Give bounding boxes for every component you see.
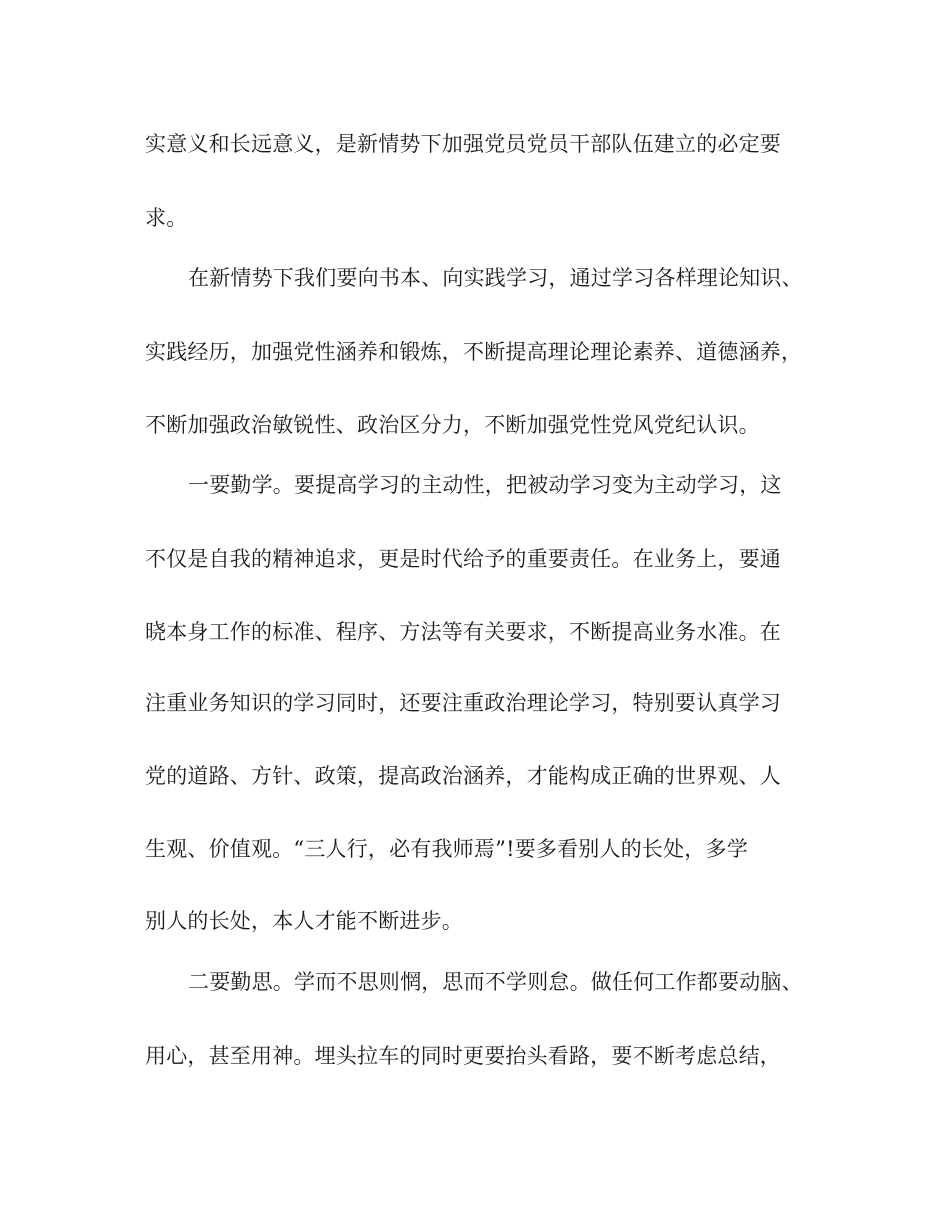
text-line: 实意义和长远意义，是新情势下加强党员党员干部队伍建立的必定要	[145, 132, 781, 156]
paragraph-start-line: 在新情势下我们要向书本、向实践学习，通过学习各样理论知识、	[188, 266, 803, 290]
text-line: 用心，甚至用神。埋头拉车的同时更要抬头看路，要不断考虑总结，	[145, 1044, 781, 1068]
text-line: 实践经历，加强党性涵养和锻炼，不断提高理论理论素养、道德涵养，	[145, 340, 803, 364]
text-line: 晓本身工作的标准、程序、方法等有关要求，不断提高业务水准。在	[145, 620, 781, 644]
text-line: 党的道路、方针、政策，提高政治涵养，才能构成正确的世界观、人	[145, 764, 781, 788]
text-line: 别人的长处，本人才能不断进步。	[145, 909, 463, 933]
paragraph-start-line: 二要勤思。学而不思则惘，思而不学则怠。做任何工作都要动脑、	[188, 970, 803, 994]
text-line: 不仅是自我的精神追求，更是时代给予的重要责任。在业务上，要通	[145, 547, 781, 571]
text-line: 生观、价值观。“三人行，必有我师焉”!要多看别人的长处，多学	[145, 837, 748, 861]
text-line: 不断加强政治敏锐性、政治区分力，不断加强党性党风党纪认识。	[145, 413, 760, 437]
text-line: 注重业务知识的学习同时，还要注重政治理论学习，特别要认真学习	[145, 691, 781, 715]
paragraph-start-line: 一要勤学。要提高学习的主动性，把被动学习变为主动学习，这	[188, 473, 782, 497]
text-line: 求。	[145, 206, 188, 230]
